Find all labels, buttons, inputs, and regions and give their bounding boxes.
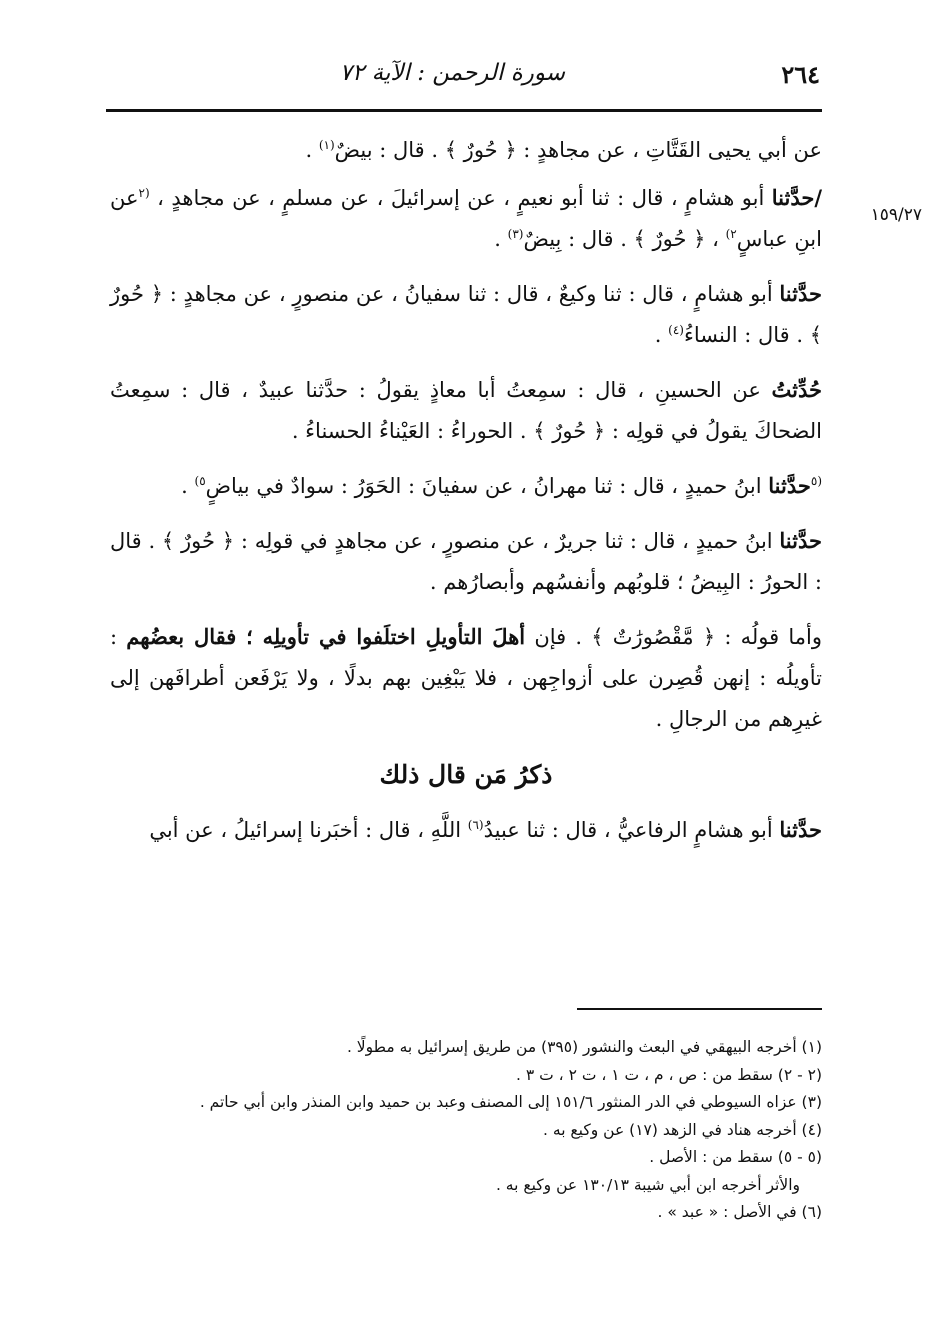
- paragraph-3-end: .: [654, 323, 669, 347]
- paragraph-7: [110, 616, 822, 740]
- paragraph-5-text: ابنُ حميدٍ ، قال : ثنا مهرانُ ، عن سفيانَ : الحَوَرُ : سوادٌ في بياضٍ: [205, 474, 769, 498]
- paragraph-6-lead: حدَّثنا: [779, 528, 822, 553]
- paragraph-8-text: أبو هشامٍ الرفاعيُّ ، قال : ثنا عبيدُ: [483, 818, 780, 842]
- footnote-3: (٣) عزاه السيوطي في الدر المنثور ١٥١/٦ إلى المصنف وعبد بن حميد وابن المنذر وابن أبي حاتم .: [199, 1093, 822, 1111]
- page-header: [108, 56, 820, 102]
- footnote-2: (٢ - ٢) سقط من : ص ، م ، ت ١ ، ت ٢ ، ت ٣ .: [516, 1065, 822, 1084]
- paragraph-3-text: أبو هشامٍ ، قال : ثنا وكيعٌ ، قال : ثنا سفيانُ ، عن منصورٍ ، عن مجاهدٍ : ﴿ حُورٌ ﴾ . قال : النساءُ: [110, 282, 822, 347]
- paragraph-1-end: .: [305, 138, 319, 162]
- paragraph-1-text: عن أبي يحيى القَتَّاتِ ، عن مجاهدٍ : ﴿ حُورٌ ﴾ . قال : بيضٌ: [334, 138, 822, 162]
- paragraph-5-lead: حدَّثنا: [768, 473, 811, 498]
- footnote-ref-2-open: (٢: [138, 186, 150, 200]
- paragraph-3: [110, 273, 822, 356]
- paragraph-8: [110, 809, 822, 851]
- footnote-ref-5-open: (٥: [810, 474, 822, 488]
- main-text: [110, 130, 822, 864]
- paragraph-2-text: أبو هشامٍ ، قال : ثنا أبو نعيمٍ ، عن إسرائيلَ ، عن مسلمٍ ، عن مجاهدٍ ،: [149, 186, 772, 210]
- paragraph-2-text-b: عن ابنِ عباسٍ: [110, 186, 822, 251]
- paragraph-2-end: .: [494, 227, 508, 251]
- paragraph-7-bold: أهلَ التأويلِ اختلَفوا في تأويلِه ؛ فقال بعضُهم: [126, 624, 526, 649]
- footnotes: [110, 1034, 822, 1227]
- margin-note: ١٥٩/٢٧: [870, 205, 922, 225]
- paragraph-5-end: .: [181, 474, 195, 498]
- paragraph-4: [110, 369, 822, 452]
- paragraph-4-lead: حُدِّثتُ: [771, 377, 822, 402]
- footnote-6: (٦) في الأصل : « عبد » .: [657, 1203, 822, 1221]
- section-heading: ذكرُ مَن قال ذلك: [379, 760, 553, 789]
- footnote-1: (١) أخرجه البيهقي في البعث والنشور (٣٩٥) من طريق إسرائيل به مطولًا .: [346, 1038, 822, 1056]
- header-rule: [106, 109, 822, 112]
- footnote-ref-3: (٣): [507, 227, 524, 241]
- footnote-ref-5-close: ٥): [194, 474, 206, 488]
- running-title: سورة الرحمن : الآية ٧٢: [339, 60, 565, 86]
- paragraph-8-lead: حدَّثنا: [779, 817, 822, 842]
- footnote-rule: [577, 1008, 822, 1010]
- paragraph-1: [110, 130, 822, 171]
- footnote-ref-1: (١): [318, 138, 335, 152]
- footnote-ref-2-close: ٢): [725, 227, 737, 241]
- footnote-ref-4: (٤): [668, 323, 684, 337]
- footnote-4: (٤) أخرجه هناد في الزهد (١٧) عن وكيع به .: [543, 1120, 822, 1139]
- paragraph-8-end: اللَّهِ ، قال : أخبَرنا إسرائيلُ ، عن أبي: [149, 818, 468, 842]
- paragraph-7-text-c: : تأويلُه : إنهن قُصِرن على أزواجِهن ، فلا يَبْغِين بهم بدلًا ، ولا يَرْفَعن أطرافَهن إلى غيرِهم من الرجالِ .: [110, 625, 822, 731]
- paragraph-2-text-c: ، ﴿ حُورٌ ﴾ . قال : بِيضٌ: [523, 227, 726, 251]
- paragraph-2-lead: /حدَّثنا: [771, 185, 822, 210]
- footnote-5-continued: والأثر أخرجه ابن أبي شيبة ١٣٠/١٣ عن وكيع به .: [495, 1175, 800, 1194]
- page-number: ٢٦٤: [781, 60, 820, 89]
- paragraph-5: [110, 465, 822, 507]
- footnote-ref-6: (٦): [467, 818, 484, 832]
- footnote-5: (٥ - ٥) سقط من : الأصل .: [649, 1148, 822, 1166]
- paragraph-4-text: عن الحسينِ ، قال : سمِعتُ أبا معاذٍ يقولُ : حدَّثنا عبيدٌ ، قال : سمِعتُ الضحاكَ يقولُ في قولِه : ﴿ حُورٌ ﴾ . الحوراءُ : العَيْناءُ الحسناءُ .: [110, 378, 822, 443]
- paragraph-7-text-a: وأما قولُه : ﴿ مَّقْصُورَٰتٌ ﴾ . فإن: [525, 625, 822, 649]
- paragraph-2: [110, 177, 822, 260]
- paragraph-3-lead: حدَّثنا: [779, 281, 822, 306]
- paragraph-6-text: ابنُ حميدٍ ، قال : ثنا جريرٌ ، عن منصورٍ ، عن مجاهدٍ في قولِه : ﴿ حُورٌ ﴾ . قال : الحورُ : البِيضُ ؛ قلوبُهم وأنفسُهم وأبصارُهم .: [110, 529, 822, 594]
- paragraph-6: [110, 520, 822, 603]
